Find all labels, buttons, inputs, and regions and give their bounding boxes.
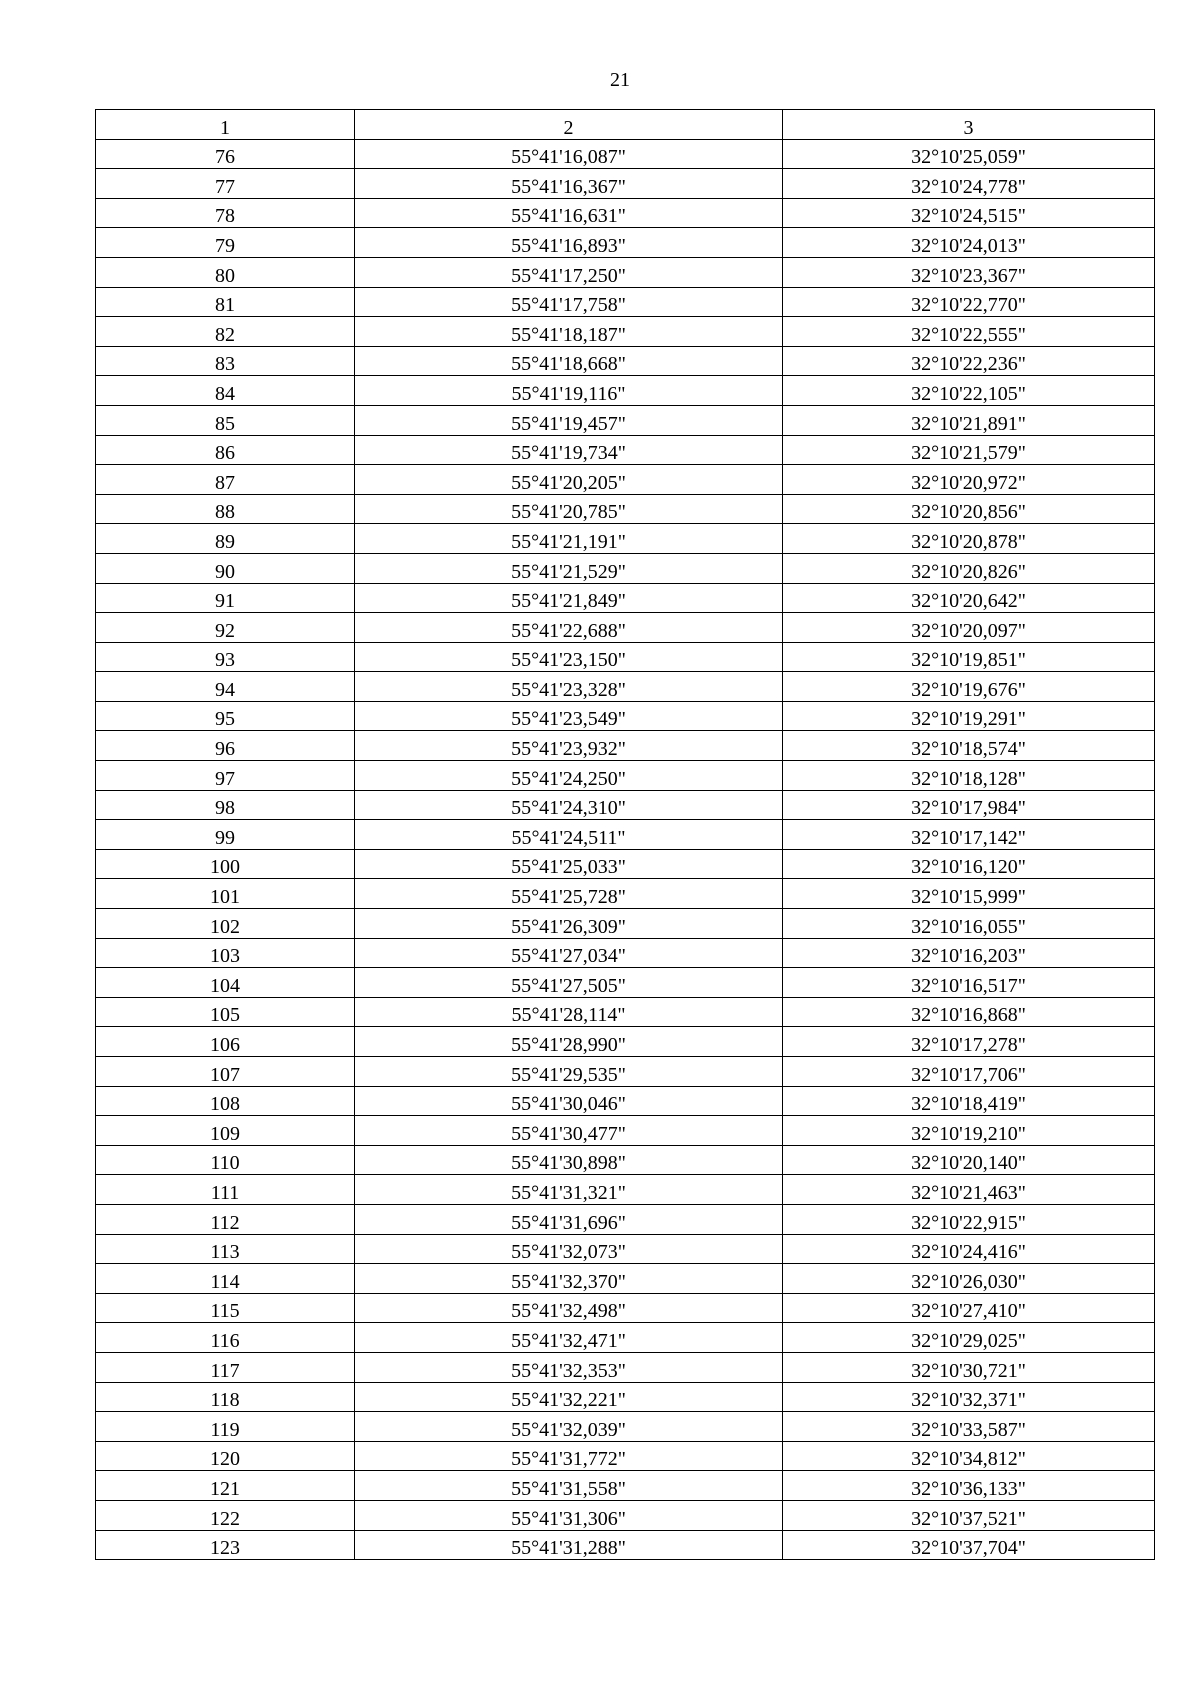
table-row bbox=[96, 1500, 1155, 1530]
cell-point-number: 119 bbox=[96, 1412, 355, 1442]
cell-latitude: 55°41'31,696" bbox=[355, 1204, 783, 1234]
cell-longitude: 32°10'36,133" bbox=[783, 1471, 1155, 1501]
cell-longitude: 32°10'20,856" bbox=[783, 494, 1155, 524]
table-row bbox=[96, 1116, 1155, 1146]
cell-longitude: 32°10'24,013" bbox=[783, 228, 1155, 258]
table-row bbox=[96, 1441, 1155, 1471]
cell-point-number: 121 bbox=[96, 1471, 355, 1501]
cell-longitude: 32°10'30,721" bbox=[783, 1352, 1155, 1382]
cell-longitude: 32°10'20,972" bbox=[783, 465, 1155, 495]
cell-point-number: 84 bbox=[96, 376, 355, 406]
cell-point-number: 106 bbox=[96, 1027, 355, 1057]
cell-longitude: 32°10'16,203" bbox=[783, 938, 1155, 968]
cell-latitude: 55°41'31,288" bbox=[355, 1530, 783, 1560]
cell-point-number: 116 bbox=[96, 1323, 355, 1353]
table-row bbox=[96, 1175, 1155, 1205]
table-row bbox=[96, 1086, 1155, 1116]
cell-point-number: 87 bbox=[96, 465, 355, 495]
cell-longitude: 32°10'22,915" bbox=[783, 1204, 1155, 1234]
cell-latitude: 55°41'30,477" bbox=[355, 1116, 783, 1146]
page-number: 21 bbox=[610, 69, 630, 91]
cell-point-number: 108 bbox=[96, 1086, 355, 1116]
cell-latitude: 55°41'31,558" bbox=[355, 1471, 783, 1501]
cell-latitude: 55°41'28,114" bbox=[355, 997, 783, 1027]
table-row bbox=[96, 849, 1155, 879]
cell-latitude: 55°41'21,191" bbox=[355, 524, 783, 554]
cell-latitude: 55°41'32,370" bbox=[355, 1264, 783, 1294]
cell-point-number: 98 bbox=[96, 790, 355, 820]
cell-latitude: 55°41'23,150" bbox=[355, 642, 783, 672]
cell-latitude: 55°41'17,250" bbox=[355, 257, 783, 287]
cell-latitude: 55°41'30,046" bbox=[355, 1086, 783, 1116]
table-row bbox=[96, 879, 1155, 909]
cell-point-number: 82 bbox=[96, 317, 355, 347]
table-row bbox=[96, 169, 1155, 199]
cell-longitude: 32°10'32,371" bbox=[783, 1382, 1155, 1412]
cell-longitude: 32°10'19,851" bbox=[783, 642, 1155, 672]
cell-latitude: 55°41'16,367" bbox=[355, 169, 783, 199]
cell-point-number: 111 bbox=[96, 1175, 355, 1205]
cell-latitude: 55°41'17,758" bbox=[355, 287, 783, 317]
cell-point-number: 112 bbox=[96, 1204, 355, 1234]
table-row bbox=[96, 198, 1155, 228]
cell-point-number: 103 bbox=[96, 938, 355, 968]
cell-longitude: 32°10'18,419" bbox=[783, 1086, 1155, 1116]
cell-point-number: 107 bbox=[96, 1057, 355, 1087]
cell-point-number: 97 bbox=[96, 761, 355, 791]
cell-longitude: 32°10'21,579" bbox=[783, 435, 1155, 465]
cell-longitude: 32°10'20,097" bbox=[783, 613, 1155, 643]
cell-point-number: 91 bbox=[96, 583, 355, 613]
cell-point-number: 93 bbox=[96, 642, 355, 672]
cell-latitude: 55°41'18,187" bbox=[355, 317, 783, 347]
cell-longitude: 32°10'16,120" bbox=[783, 849, 1155, 879]
cell-longitude: 32°10'17,142" bbox=[783, 820, 1155, 850]
table-row bbox=[96, 613, 1155, 643]
table-row bbox=[96, 968, 1155, 998]
coordinates-table bbox=[95, 109, 1155, 1560]
table-row bbox=[96, 1323, 1155, 1353]
column-header-longitude: 3 bbox=[783, 110, 1155, 140]
table-row bbox=[96, 524, 1155, 554]
cell-point-number: 80 bbox=[96, 257, 355, 287]
cell-point-number: 123 bbox=[96, 1530, 355, 1560]
cell-longitude: 32°10'21,463" bbox=[783, 1175, 1155, 1205]
table-row bbox=[96, 405, 1155, 435]
table-row bbox=[96, 465, 1155, 495]
cell-point-number: 115 bbox=[96, 1293, 355, 1323]
table-row bbox=[96, 435, 1155, 465]
cell-latitude: 55°41'32,353" bbox=[355, 1352, 783, 1382]
cell-point-number: 99 bbox=[96, 820, 355, 850]
cell-longitude: 32°10'37,704" bbox=[783, 1530, 1155, 1560]
cell-point-number: 105 bbox=[96, 997, 355, 1027]
cell-point-number: 77 bbox=[96, 169, 355, 199]
cell-latitude: 55°41'18,668" bbox=[355, 346, 783, 376]
table-row bbox=[96, 1412, 1155, 1442]
table-row bbox=[96, 1204, 1155, 1234]
table-row bbox=[96, 346, 1155, 376]
cell-longitude: 32°10'19,291" bbox=[783, 701, 1155, 731]
table-row bbox=[96, 1352, 1155, 1382]
table-row bbox=[96, 1027, 1155, 1057]
table-row bbox=[96, 909, 1155, 939]
cell-latitude: 55°41'19,116" bbox=[355, 376, 783, 406]
table-row bbox=[96, 790, 1155, 820]
cell-longitude: 32°10'20,878" bbox=[783, 524, 1155, 554]
cell-point-number: 114 bbox=[96, 1264, 355, 1294]
table-row bbox=[96, 731, 1155, 761]
cell-latitude: 55°41'21,529" bbox=[355, 553, 783, 583]
table-row bbox=[96, 938, 1155, 968]
cell-latitude: 55°41'32,498" bbox=[355, 1293, 783, 1323]
table-row bbox=[96, 1264, 1155, 1294]
cell-point-number: 122 bbox=[96, 1500, 355, 1530]
cell-latitude: 55°41'29,535" bbox=[355, 1057, 783, 1087]
cell-latitude: 55°41'19,457" bbox=[355, 405, 783, 435]
table-row bbox=[96, 1234, 1155, 1264]
table-row bbox=[96, 376, 1155, 406]
table-row bbox=[96, 997, 1155, 1027]
cell-latitude: 55°41'21,849" bbox=[355, 583, 783, 613]
table-row bbox=[96, 761, 1155, 791]
cell-longitude: 32°10'23,367" bbox=[783, 257, 1155, 287]
cell-latitude: 55°41'25,033" bbox=[355, 849, 783, 879]
cell-latitude: 55°41'32,073" bbox=[355, 1234, 783, 1264]
cell-point-number: 102 bbox=[96, 909, 355, 939]
cell-longitude: 32°10'20,642" bbox=[783, 583, 1155, 613]
cell-longitude: 32°10'26,030" bbox=[783, 1264, 1155, 1294]
cell-longitude: 32°10'16,517" bbox=[783, 968, 1155, 998]
cell-longitude: 32°10'22,236" bbox=[783, 346, 1155, 376]
cell-longitude: 32°10'18,574" bbox=[783, 731, 1155, 761]
cell-longitude: 32°10'17,984" bbox=[783, 790, 1155, 820]
table-row bbox=[96, 672, 1155, 702]
cell-longitude: 32°10'17,278" bbox=[783, 1027, 1155, 1057]
cell-latitude: 55°41'26,309" bbox=[355, 909, 783, 939]
table-row bbox=[96, 820, 1155, 850]
cell-longitude: 32°10'21,891" bbox=[783, 405, 1155, 435]
cell-longitude: 32°10'22,105" bbox=[783, 376, 1155, 406]
cell-longitude: 32°10'20,826" bbox=[783, 553, 1155, 583]
cell-point-number: 89 bbox=[96, 524, 355, 554]
cell-longitude: 32°10'37,521" bbox=[783, 1500, 1155, 1530]
table-row bbox=[96, 1382, 1155, 1412]
cell-latitude: 55°41'25,728" bbox=[355, 879, 783, 909]
cell-longitude: 32°10'24,416" bbox=[783, 1234, 1155, 1264]
column-header-point-number: 1 bbox=[96, 110, 355, 140]
cell-longitude: 32°10'15,999" bbox=[783, 879, 1155, 909]
cell-point-number: 90 bbox=[96, 553, 355, 583]
cell-latitude: 55°41'24,250" bbox=[355, 761, 783, 791]
cell-longitude: 32°10'16,055" bbox=[783, 909, 1155, 939]
cell-longitude: 32°10'25,059" bbox=[783, 139, 1155, 169]
cell-point-number: 76 bbox=[96, 139, 355, 169]
cell-longitude: 32°10'33,587" bbox=[783, 1412, 1155, 1442]
cell-latitude: 55°41'16,631" bbox=[355, 198, 783, 228]
table-row bbox=[96, 583, 1155, 613]
cell-longitude: 32°10'22,770" bbox=[783, 287, 1155, 317]
cell-point-number: 118 bbox=[96, 1382, 355, 1412]
cell-latitude: 55°41'31,306" bbox=[355, 1500, 783, 1530]
table-row bbox=[96, 1057, 1155, 1087]
cell-point-number: 96 bbox=[96, 731, 355, 761]
cell-point-number: 109 bbox=[96, 1116, 355, 1146]
cell-latitude: 55°41'20,205" bbox=[355, 465, 783, 495]
cell-longitude: 32°10'34,812" bbox=[783, 1441, 1155, 1471]
table-row bbox=[96, 257, 1155, 287]
cell-latitude: 55°41'32,221" bbox=[355, 1382, 783, 1412]
cell-longitude: 32°10'18,128" bbox=[783, 761, 1155, 791]
table-body bbox=[96, 139, 1155, 1560]
cell-longitude: 32°10'24,778" bbox=[783, 169, 1155, 199]
cell-point-number: 101 bbox=[96, 879, 355, 909]
cell-point-number: 94 bbox=[96, 672, 355, 702]
table-header-row bbox=[96, 110, 1155, 140]
cell-point-number: 100 bbox=[96, 849, 355, 879]
cell-latitude: 55°41'31,772" bbox=[355, 1441, 783, 1471]
table-row bbox=[96, 228, 1155, 258]
cell-point-number: 92 bbox=[96, 613, 355, 643]
cell-latitude: 55°41'23,932" bbox=[355, 731, 783, 761]
cell-longitude: 32°10'19,210" bbox=[783, 1116, 1155, 1146]
cell-longitude: 32°10'20,140" bbox=[783, 1145, 1155, 1175]
cell-longitude: 32°10'24,515" bbox=[783, 198, 1155, 228]
cell-longitude: 32°10'17,706" bbox=[783, 1057, 1155, 1087]
cell-latitude: 55°41'23,328" bbox=[355, 672, 783, 702]
table-row bbox=[96, 494, 1155, 524]
table-row bbox=[96, 553, 1155, 583]
cell-point-number: 85 bbox=[96, 405, 355, 435]
cell-point-number: 104 bbox=[96, 968, 355, 998]
cell-latitude: 55°41'32,039" bbox=[355, 1412, 783, 1442]
cell-latitude: 55°41'20,785" bbox=[355, 494, 783, 524]
cell-point-number: 86 bbox=[96, 435, 355, 465]
table-row bbox=[96, 1145, 1155, 1175]
cell-point-number: 110 bbox=[96, 1145, 355, 1175]
cell-longitude: 32°10'29,025" bbox=[783, 1323, 1155, 1353]
cell-longitude: 32°10'16,868" bbox=[783, 997, 1155, 1027]
cell-latitude: 55°41'30,898" bbox=[355, 1145, 783, 1175]
cell-point-number: 83 bbox=[96, 346, 355, 376]
cell-latitude: 55°41'27,505" bbox=[355, 968, 783, 998]
cell-longitude: 32°10'22,555" bbox=[783, 317, 1155, 347]
cell-point-number: 81 bbox=[96, 287, 355, 317]
cell-latitude: 55°41'31,321" bbox=[355, 1175, 783, 1205]
cell-point-number: 88 bbox=[96, 494, 355, 524]
table-row bbox=[96, 1293, 1155, 1323]
cell-longitude: 32°10'27,410" bbox=[783, 1293, 1155, 1323]
cell-latitude: 55°41'24,310" bbox=[355, 790, 783, 820]
table-row bbox=[96, 317, 1155, 347]
cell-latitude: 55°41'16,893" bbox=[355, 228, 783, 258]
cell-latitude: 55°41'22,688" bbox=[355, 613, 783, 643]
table-row bbox=[96, 1471, 1155, 1501]
cell-point-number: 117 bbox=[96, 1352, 355, 1382]
cell-point-number: 95 bbox=[96, 701, 355, 731]
cell-latitude: 55°41'16,087" bbox=[355, 139, 783, 169]
cell-longitude: 32°10'19,676" bbox=[783, 672, 1155, 702]
cell-point-number: 79 bbox=[96, 228, 355, 258]
cell-latitude: 55°41'28,990" bbox=[355, 1027, 783, 1057]
column-header-latitude: 2 bbox=[355, 110, 783, 140]
cell-point-number: 113 bbox=[96, 1234, 355, 1264]
cell-latitude: 55°41'32,471" bbox=[355, 1323, 783, 1353]
cell-point-number: 120 bbox=[96, 1441, 355, 1471]
table-row bbox=[96, 642, 1155, 672]
table-row bbox=[96, 1530, 1155, 1560]
cell-point-number: 78 bbox=[96, 198, 355, 228]
cell-latitude: 55°41'19,734" bbox=[355, 435, 783, 465]
cell-latitude: 55°41'23,549" bbox=[355, 701, 783, 731]
cell-latitude: 55°41'24,511" bbox=[355, 820, 783, 850]
table-row bbox=[96, 701, 1155, 731]
table-row bbox=[96, 287, 1155, 317]
cell-latitude: 55°41'27,034" bbox=[355, 938, 783, 968]
table-row bbox=[96, 139, 1155, 169]
